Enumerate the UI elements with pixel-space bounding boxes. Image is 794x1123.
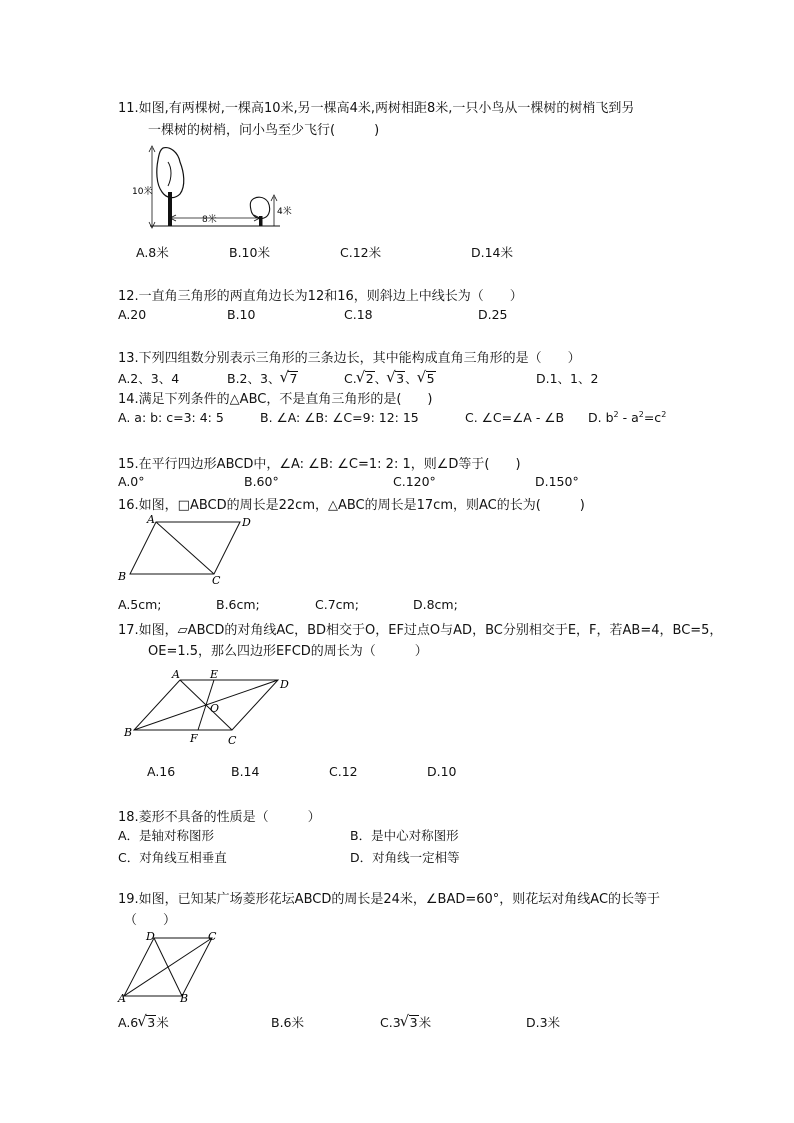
q17-option-b: B.14 xyxy=(231,764,260,779)
q12-option-a: A.20 xyxy=(118,307,147,322)
q19-text-line1: 19.如图，已知某广场菱形花坛ABCD的周长是24米，∠BAD=60°，则花坛对角线AC的长等于 xyxy=(118,892,661,907)
q17-label-b: B xyxy=(124,726,133,739)
q17-label-e: E xyxy=(210,668,219,681)
q13-option-b-radicand: 7 xyxy=(289,371,298,386)
q14-option-d-sup-2: 2 xyxy=(638,410,644,419)
q16-label-b: B xyxy=(118,570,127,583)
q14-option-b: B. ∠A: ∠B: ∠C=9: 12: 15 xyxy=(260,410,419,425)
q16-option-a: A.5cm; xyxy=(118,597,162,612)
q13-option-a: A.2、3、4 xyxy=(118,371,180,386)
q18-option-d: D．对角线一定相等 xyxy=(350,850,460,865)
q15-option-a: A.0° xyxy=(118,474,145,489)
q11-trees-figure xyxy=(130,142,300,232)
q14-option-d-sup-1: 2 xyxy=(613,410,619,419)
q19-option-c-prefix: C.3 xyxy=(380,1015,401,1030)
q11-text-line1: 11.如图,有两棵树,一棵高10米,另一棵高4米,两树相距8米,一只小鸟从一棵树的树梢飞到另 xyxy=(118,101,635,116)
q11-fig-label-dist: 8米 xyxy=(202,215,217,225)
q15-option-d: D.150° xyxy=(535,474,579,489)
q13-option-c-prefix: C. xyxy=(344,371,357,386)
q14-text: 14.满足下列条件的△ABC，不是直角三角形的是( ) xyxy=(118,392,433,407)
q14-option-d xyxy=(588,410,666,425)
q13-option-c-radicand-3: 5 xyxy=(426,371,435,386)
q19-option-b: B.6米 xyxy=(271,1015,305,1030)
q13-option-d: D.1、1、2 xyxy=(536,371,599,386)
q15-option-c: C.120° xyxy=(393,474,436,489)
q19-label-c: C xyxy=(208,930,217,943)
q19-option-a xyxy=(118,1013,169,1031)
q11-text-line2: 一棵树的树梢，问小鸟至少飞行( ) xyxy=(148,123,380,138)
q19-option-c-unit: 米 xyxy=(418,1015,432,1030)
q14-option-d-prefix: D. b xyxy=(588,410,614,426)
q13-option-c xyxy=(344,369,436,387)
sqrt-symbol xyxy=(402,1015,419,1030)
sqrt-symbol xyxy=(419,371,436,386)
q19-label-d: D xyxy=(146,930,155,943)
q19-text-line2: （ ） xyxy=(124,913,177,928)
q16-option-c: C.7cm; xyxy=(315,597,359,612)
q16-option-b: B.6cm; xyxy=(216,597,260,612)
q19-rhombus-figure xyxy=(116,928,222,1004)
q13-option-b-prefix: B.2、3、 xyxy=(227,371,281,386)
sqrt-symbol xyxy=(388,371,405,386)
q14-option-d-eq: =c xyxy=(643,410,662,426)
q18-text: 18.菱形不具备的性质是（ ） xyxy=(118,810,321,825)
q16-label-a: A xyxy=(147,513,155,526)
q19-option-c xyxy=(380,1013,431,1031)
q12-option-c: C.18 xyxy=(344,307,373,322)
q19-option-a-radicand: 3 xyxy=(147,1015,156,1030)
q12-option-b: B.10 xyxy=(227,307,256,322)
q18-option-c: C．对角线互相垂直 xyxy=(118,850,227,865)
q17-text-line1: 17.如图，▱ABCD的对角线AC，BD相交于O，EF过点O与AD，BC分别相交于E，F，若AB=4，BC=5， xyxy=(118,623,723,638)
q14-option-a: A. a: b: c=3: 4: 5 xyxy=(118,410,224,425)
q18-option-a: A．是轴对称图形 xyxy=(118,828,215,843)
q16-option-d: D.8cm; xyxy=(413,597,458,612)
q11-option-d: D.14米 xyxy=(471,245,514,260)
q16-label-c: C xyxy=(212,574,221,587)
q15-option-b: B.60° xyxy=(244,474,279,489)
q17-text-line2: OE=1.5，那么四边形EFCD的周长为（ ） xyxy=(148,644,428,659)
q17-label-a: A xyxy=(172,668,180,681)
sqrt-symbol xyxy=(139,1015,156,1030)
q17-option-c: C.12 xyxy=(329,764,358,779)
q19-option-a-unit: 米 xyxy=(156,1015,169,1030)
q12-option-d: D.25 xyxy=(478,307,508,322)
q17-label-o: O xyxy=(210,702,220,715)
q17-option-d: D.10 xyxy=(427,764,457,779)
q13-text: 13.下列四组数分别表示三角形的三条边长，其中能构成直角三角形的是（ ） xyxy=(118,351,581,366)
q16-label-d: D xyxy=(242,516,251,529)
q11-option-c: C.12米 xyxy=(340,245,382,260)
q11-option-a: A.8米 xyxy=(136,245,169,260)
q19-option-d: D.3米 xyxy=(526,1015,561,1030)
q14-option-d-sup-3: 2 xyxy=(661,410,667,419)
q13-option-c-sep-2: 、 xyxy=(405,371,418,386)
q17-label-f: F xyxy=(190,732,198,745)
q11-option-b: B.10米 xyxy=(229,245,270,260)
q19-option-a-prefix: A.6 xyxy=(118,1015,139,1030)
q19-label-a: A xyxy=(118,992,126,1004)
q13-option-c-radicand-2: 3 xyxy=(396,371,405,386)
q16-text: 16.如图，□ABCD的周长是22cm，△ABC的周长是17cm，则AC的长为( ) xyxy=(118,498,585,513)
q13-option-c-radicand-1: 2 xyxy=(365,371,374,386)
q11-fig-label-h1: 10米 xyxy=(132,187,153,197)
q18-option-b: B．是中心对称图形 xyxy=(350,828,459,843)
q17-parallelogram-figure xyxy=(122,666,302,750)
q13-option-b xyxy=(227,369,298,387)
q15-text: 15.在平行四边形ABCD中，∠A: ∠B: ∠C=1: 2: 1，则∠D等于( ) xyxy=(118,457,521,472)
q12-text: 12.一直角三角形的两直角边长为12和16，则斜边上中线长为（ ） xyxy=(118,289,523,304)
sqrt-symbol xyxy=(281,371,298,386)
q11-fig-label-h2: 4米 xyxy=(277,207,292,217)
sqrt-symbol xyxy=(358,371,375,386)
q14-option-d-mid: - a xyxy=(618,410,639,426)
q19-label-b: B xyxy=(180,992,189,1004)
q13-option-c-sep-1: 、 xyxy=(374,371,388,386)
q17-label-c: C xyxy=(228,734,237,747)
q16-parallelogram-figure xyxy=(116,512,256,588)
q17-label-d: D xyxy=(280,678,289,691)
q19-option-c-radicand: 3 xyxy=(409,1015,418,1030)
q14-option-c: C. ∠C=∠A - ∠B xyxy=(465,410,565,425)
q17-option-a: A.16 xyxy=(147,764,176,779)
